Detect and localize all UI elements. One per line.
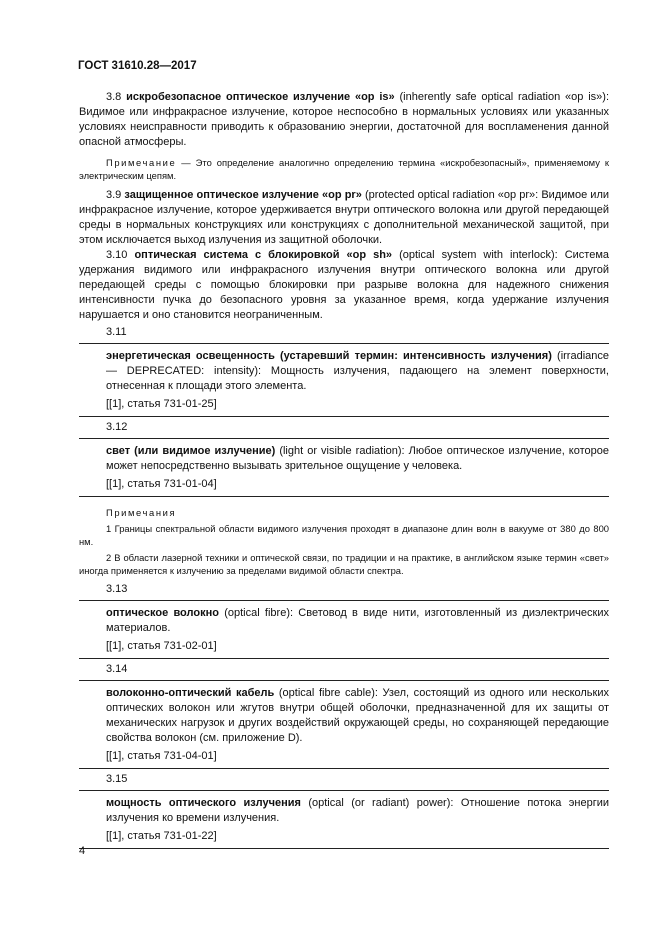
term-title: оптическое волокно xyxy=(106,607,219,619)
term-3-14 xyxy=(79,686,609,746)
term-3-13 xyxy=(79,606,609,636)
note-label: Примечание xyxy=(106,157,177,168)
term-definition: (optical fibre): Световод в виде нити, изготовленный из диэлектрических материалов. xyxy=(106,607,609,634)
term-box-3-14 xyxy=(79,680,609,769)
note-text: — Это определение аналогично определению термина «искробезопасный», применяемому к электрическим цепям. xyxy=(79,157,610,181)
term-number: 3.8 xyxy=(106,91,122,103)
term-number-3-12: 3.12 xyxy=(106,421,128,433)
term-definition: Видимое или инфракрасное излучение, которое неспособно в нормальных условиях или указанных условиях неисправности приводить к образованию энергии, достаточной для воспламенения данной опасной атмосферы. xyxy=(79,106,609,148)
term-number-3-13: 3.13 xyxy=(106,583,128,595)
term-number-3-15: 3.15 xyxy=(106,773,128,785)
term-number: 3.9 xyxy=(106,189,122,201)
term-3-11 xyxy=(79,349,609,394)
page-number: 4 xyxy=(79,845,86,857)
term-definition: (light or visible radiation): Любое оптическое излучение, которое может непосредственно вызывать зрительное ощущение у человека. xyxy=(106,445,609,472)
term-title: искробезопасное оптическое излучение «op is» xyxy=(126,91,395,103)
term-box-3-13 xyxy=(79,600,609,659)
term-box-3-12 xyxy=(79,438,609,497)
term-title: мощность оптического излучения xyxy=(106,797,301,809)
note-2: 2 В области лазерной техники и оптической связи, по традиции и на практике, в английском языке термин «свет» иногда применяется к излучению за пределами видимой области спектра. xyxy=(79,552,609,576)
term-english: (inherently safe optical radiation «op is»): xyxy=(399,91,610,103)
term-3-15 xyxy=(79,796,609,826)
term-definition: (optical (or radiant) power): Отношение потока энергии излучения ко времени излучения. xyxy=(106,797,609,824)
term-reference: [[1], статья 731-01-04] xyxy=(106,478,217,490)
term-reference: [[1], статья 731-02-01] xyxy=(106,640,217,652)
term-title: свет (или видимое излучение) xyxy=(106,445,276,457)
term-definition: (protected optical radiation «op pr»: Видимое или инфракрасное излучение, которое удерживается внутри оптического волокна или другой передающей среды в нормальных конструкциях или конструкциях с дополнительной механической защитой, при этом исключается выход излучения из защитной оболочки. xyxy=(79,189,610,246)
term-title: энергетическая освещенность (устаревший термин: интенсивность излучения) xyxy=(106,350,552,362)
term-reference: [[1], статья 731-01-22] xyxy=(106,830,217,842)
notes-label: Примечания xyxy=(106,507,177,518)
term-3-12 xyxy=(79,444,609,474)
term-definition: (irradiance — DEPRECATED: intensity): Мощность излучения, падающего на элемент поверхности, отнесенная к площади этого элемента. xyxy=(106,350,609,392)
term-3-10 xyxy=(79,248,609,323)
term-number-3-11: 3.11 xyxy=(106,326,127,338)
document-body xyxy=(79,90,609,852)
term-number-3-14: 3.14 xyxy=(106,663,128,675)
term-definition: (optical fibre cable): Узел, состоящий из одного или нескольких оптических волокон или жгутов внутри общей оболочки, предназначенной для их защиты от механических нагрузок и других воздействий окружающей среды, но сохраняющей передающие свойства волокон (см. приложение D). xyxy=(106,687,609,744)
note-3-8 xyxy=(79,156,609,182)
note-1: 1 Границы спектральной области видимого излучения проходят в диапазоне длин волн в вакууме от 380 до 800 нм. xyxy=(79,523,609,547)
term-number: 3.10 xyxy=(106,249,128,261)
term-reference: [[1], статья 731-04-01] xyxy=(106,750,217,762)
term-title: защищенное оптическое излучение «op pr» xyxy=(124,189,362,201)
document-header: ГОСТ 31610.28—2017 xyxy=(78,60,197,72)
term-3-9 xyxy=(79,188,609,248)
term-reference: [[1], статья 731-01-25] xyxy=(106,398,217,410)
term-box-3-11 xyxy=(79,343,609,417)
term-title: волоконно-оптический кабель xyxy=(106,687,275,699)
term-definition: (optical system with interlock): Система удержания видимого или инфракрасного излучения внутри оптического волокна или другой передающей среды с помощью блокировки при разрыве волокна для надежного снижения интенсивности пучка до безопасного уровня за указанное время, когда удержание излучения нарушается и оно становится неограниченным. xyxy=(79,249,609,321)
term-title: оптическая система с блокировкой «op sh» xyxy=(134,249,393,261)
term-3-8 xyxy=(79,90,609,150)
term-box-3-15 xyxy=(79,790,609,849)
